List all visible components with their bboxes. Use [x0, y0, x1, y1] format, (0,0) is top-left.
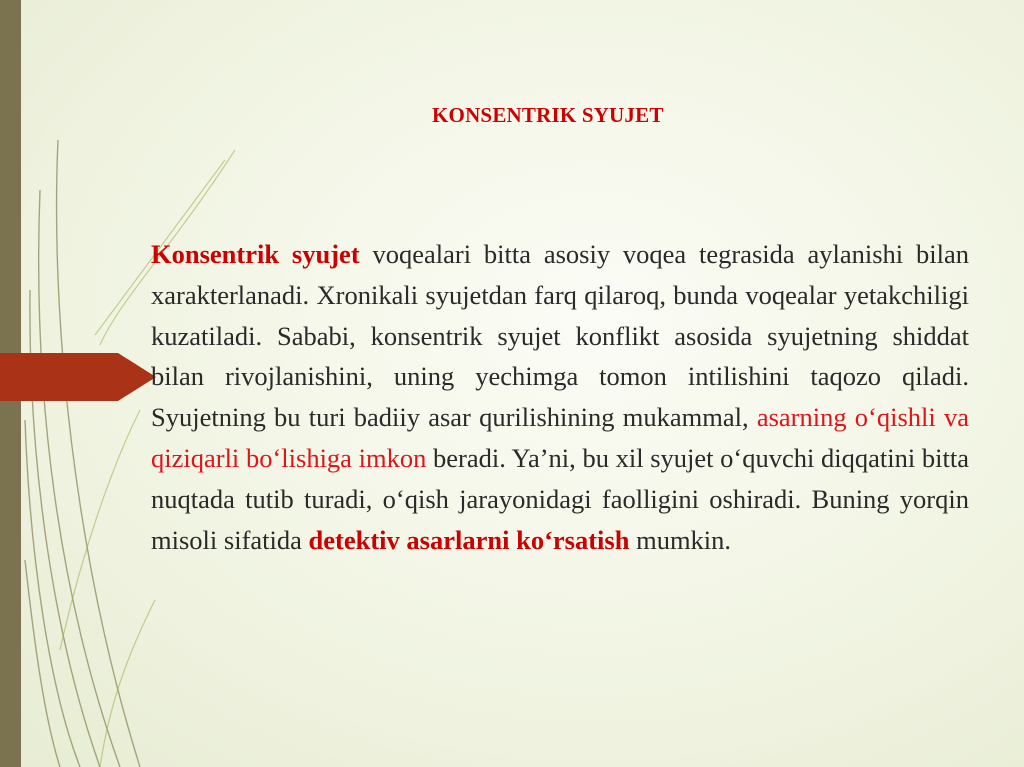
decor-line: [39, 190, 120, 767]
highlight-text: asarning o‘qishli va qiziqarli bo‘lishiga imkon: [151, 402, 969, 473]
body-text-1: voqealari bitta asosiy voqea tegrasida aylanishi bilan xarakterlanadi. Xronikali syujetdan farq qilaroq, bunda voqealar yetakchiligi kuzatiladi. Sababi, konsentrik syujet konflikt asosida syujetning shiddat bilan rivojlanishini, uning yechimga tomon intilishini taqozo qiladi. Syujetning bu turi badiiy asar qurilishining mukammal,: [151, 239, 969, 433]
body-paragraph: [151, 234, 969, 560]
lead-term: Konsentrik syujet: [151, 239, 360, 269]
emphasis-text: detektiv asarlarni ko‘rsatish: [308, 524, 630, 555]
body-text-2: beradi. Ya’ni, bu xil syujet o‘quvchi diqqatini bitta nuqtada tutib turadi, o‘qish jarayonidagi faolligini oshiradi. Buning yorqin misoli sifatida: [151, 442, 970, 555]
body-text-3: mumkin.: [629, 524, 732, 555]
red-arrow-shape: [0, 353, 156, 401]
slide-title: KONSENTRIK SYUJET: [432, 103, 664, 127]
decor-line: [57, 140, 140, 767]
decor-line-green: [100, 600, 155, 767]
